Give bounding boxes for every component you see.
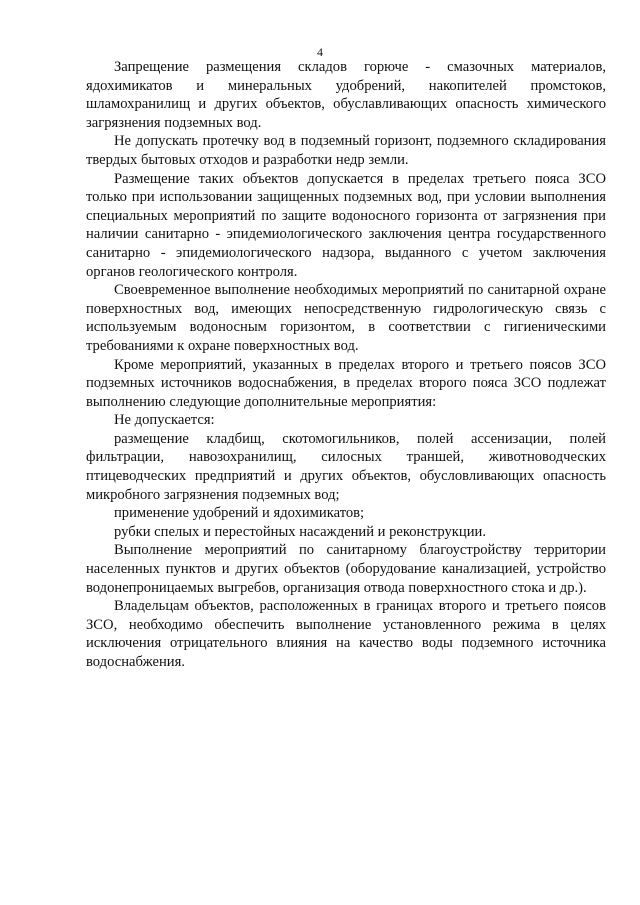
paragraph-leakage: Не допускать протечку вод в подземный горизонт, подземного складирования твердых бытовых отходов и разработки недр земли. [86,133,606,168]
paragraph-fertilizers: применение удобрений и ядохимикатов; [114,505,365,522]
paragraph-not-allowed: Не допускается: [114,412,215,429]
paragraph-storage-ban: Запрещение размещения складов горюче - смазочных материалов, ядохимикатов и минеральных удобрений, накопителей промстоков, шламохранилищ и других объектов, обуславливающих опасность химического загрязнения подземных вод. [86,59,606,131]
paragraph-owners: Владельцам объектов, расположенных в границах второго и третьего поясов ЗСО, необходимо обеспечить выполнение установленного режима в целях исключения отрицательного влияния на качество воды подземного источника водоснабжения. [86,598,606,670]
paragraph-cemeteries: размещение кладбищ, скотомогильников, полей ассенизации, полей фильтрации, навозохранилищ, силосных траншей, животноводческих птицеводческих предприятий и других объектов, обусловливающих опасность микробного загрязнения подземных вод; [86,430,606,503]
paragraph-logging: рубки спелых и перестойных насаждений и реконструкции. [114,523,486,540]
document-body [86,58,606,672]
paragraph-surface-water: Своевременное выполнение необходимых мероприятий по санитарной охране поверхностных вод, имеющих непосредственную гидрологическую связь с используемым водоносным горизонтом, в соответствии с гигиеническими требованиями к охране поверхностных вод. [86,282,606,354]
paragraph-third-zone: Размещение таких объектов допускается в пределах третьего пояса ЗСО только при использовании защищенных подземных вод, при условии выполнения специальных мероприятий по защите водоносного горизонта от загрязнения при наличии санитарно - эпидемиологического заключения центра государственного санитарно - эпидемиологического надзора, выданного с учетом заключения органов геологического контроля. [86,170,606,280]
paragraph-sanitation: Выполнение мероприятий по санитарному благоустройству территории населенных пунктов и других объектов (оборудование канализацией, устройство водонепроницаемых выгребов, организация отвода поверхностного стока и др.). [86,542,606,596]
page-number: 4 [317,45,323,59]
paragraph-additional-measures: Кроме мероприятий, указанных в пределах второго и третьего поясов ЗСО подземных источников водоснабжения, в пределах второго пояса ЗСО подлежат выполнению следующие дополнительные мероприятия: [86,356,606,410]
